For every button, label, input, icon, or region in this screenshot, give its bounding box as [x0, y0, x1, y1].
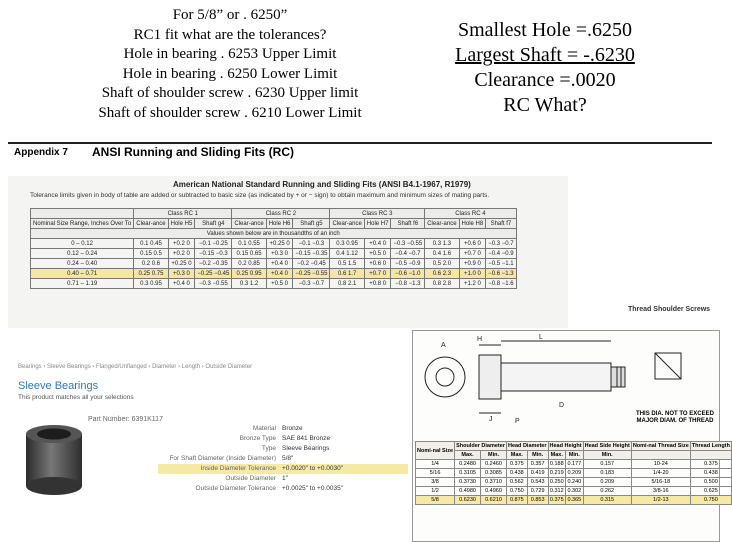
spec-value: +0.0020" to +0.0030" [282, 465, 344, 472]
table-cell: +0.7 0 [459, 249, 486, 259]
table-cell: −0.8 −1.6 [486, 279, 516, 289]
largest-shaft-text: Largest Shaft = -.6230 [455, 44, 635, 66]
question-text-block [60, 6, 400, 123]
table-cell: −0.8 −1.3 [391, 279, 425, 289]
table-cell: −0.1 −0.25 [195, 239, 232, 249]
table-cell: −0.3 −0.55 [391, 239, 425, 249]
table-row [416, 460, 732, 469]
column-header: Max. [506, 451, 527, 460]
question-line: For 5/8” or . 6250” [172, 7, 288, 23]
table-cell: +1.0 0 [459, 269, 486, 279]
table-row [31, 249, 517, 259]
part-number: Part Number: 6391K117 [88, 416, 163, 423]
drawing-note: THIS DIA. NOT TO EXCEED MAJOR DIAM. OF THREAD [636, 411, 714, 424]
listing-title[interactable]: Sleeve Bearings [18, 380, 99, 392]
column-header: Max. [548, 451, 566, 460]
spec-value: 5/8" [282, 455, 294, 462]
table-cell: +0.2 0 [168, 249, 195, 259]
table-cell: +0.4 0 [168, 279, 195, 289]
spec-value: SAE 841 Bronze [282, 435, 331, 442]
table-cell: 10-24 [631, 460, 690, 469]
column-header: Hole H6 [266, 219, 293, 229]
svg-text:D: D [559, 402, 565, 409]
sub-header-row [416, 451, 732, 460]
column-header: Min. [583, 451, 631, 460]
table-cell: −0.25 −0.55 [293, 269, 330, 279]
rc-question-text: RC What? [503, 94, 587, 116]
column-header: Shaft f6 [391, 219, 425, 229]
table-cell: 0.24 – 0.40 [31, 259, 134, 269]
shoulder-screw-datasheet [412, 330, 730, 542]
table-cell: +0.5 0 [266, 279, 293, 289]
table-row [416, 469, 732, 478]
table-cell: 5/16 [416, 469, 455, 478]
table-cell: 0.438 [506, 469, 527, 478]
table-cell: 0.3730 [455, 478, 481, 487]
table-cell: 0.15 0.5 [134, 249, 168, 259]
spec-row [158, 484, 408, 494]
class-header: Class RC 4 [425, 209, 516, 219]
question-line: Shaft of shoulder screw . 6210 Lower Limit [98, 104, 362, 121]
spec-key: Material [252, 425, 276, 432]
table-cell: 0.3105 [455, 469, 481, 478]
table-cell: −0.3 −0.7 [293, 279, 330, 289]
ansi-fits-table-scan [8, 176, 568, 328]
appendix-label: Appendix 7 [14, 147, 68, 158]
column-header: Shaft f7 [486, 219, 516, 229]
table-cell: +0.8 0 [364, 279, 391, 289]
table-cell: 0.71 – 1.19 [31, 279, 134, 289]
column-header: Clear-ance [330, 219, 364, 229]
table-cell: 0.2 0.6 [134, 259, 168, 269]
spec-row [158, 474, 408, 484]
table-cell: 0.40 – 0.71 [31, 269, 134, 279]
table-cell: 0.3085 [481, 469, 507, 478]
column-header: Min. [566, 451, 584, 460]
table-cell: 0.750 [506, 487, 527, 496]
table-cell: 0.3 1.2 [232, 279, 266, 289]
group-header-row [416, 442, 732, 451]
table-cell: 0.2480 [455, 460, 481, 469]
table-cell: 0.375 [549, 497, 564, 503]
question-line: RC1 fit what are the tolerances? [133, 26, 327, 43]
sleeve-bearing-image [14, 414, 94, 498]
group-header: Nomi-nal Size [416, 442, 455, 460]
table-cell: −0.4 −0.7 [391, 249, 425, 259]
table-cell: 0.183 [583, 469, 631, 478]
table-cell: 0.188 [549, 461, 564, 467]
svg-text:A: A [441, 342, 446, 349]
question-line: Hole in bearing . 6250 Lower Limit [122, 65, 338, 82]
table-cell: 0.750 [690, 496, 731, 505]
screw-table-body [416, 460, 732, 505]
table-cell: 0.375 [690, 460, 731, 469]
table-cell: 0.6 1.7 [330, 269, 364, 279]
svg-text:L: L [539, 334, 543, 341]
class-header-row [31, 209, 517, 219]
table-cell: −0.5 −1.1 [486, 259, 516, 269]
spec-row [158, 444, 408, 454]
table-cell: 0.6230 [455, 496, 481, 505]
column-header: Hole H8 [459, 219, 486, 229]
column-header: Min. [527, 451, 548, 460]
table-cell: 0.1 0.55 [232, 239, 266, 249]
table-cell: 0.1 0.45 [134, 239, 168, 249]
ansi-table-body [31, 239, 517, 289]
screw-sheet-title: Thread Shoulder Screws [628, 306, 711, 313]
table-cell: +0.6 0 [364, 259, 391, 269]
spec-key: Inside Diameter Tolerance [200, 465, 276, 472]
units-row [31, 229, 517, 239]
table-row [416, 487, 732, 496]
table-cell: 0.6210 [481, 496, 507, 505]
table-cell: 0.4 1.6 [425, 249, 459, 259]
table-cell: +0.6 0 [459, 239, 486, 249]
group-header: Shoulder Diameter [456, 443, 505, 449]
column-header: Nominal Size Range, Inches Over To [31, 219, 134, 229]
table-row [31, 269, 517, 279]
table-cell: 0.419 [527, 469, 548, 478]
table-cell: +0.3 0 [266, 249, 293, 259]
table-cell: 0.2460 [481, 460, 507, 469]
column-header: Clear-ance [232, 219, 266, 229]
class-header: Class RC 1 [134, 209, 232, 219]
table-cell: +0.9 0 [459, 259, 486, 269]
group-header: Head Height [549, 443, 582, 449]
table-cell: −0.6 −1.3 [486, 269, 516, 279]
column-header [690, 451, 731, 460]
table-cell: 0.625 [690, 487, 731, 496]
table-cell: −0.5 −0.9 [391, 259, 425, 269]
table-cell: 0.315 [583, 496, 631, 505]
spec-row [158, 424, 408, 434]
table-cell: 0.500 [690, 478, 731, 487]
column-header: Hole H5 [168, 219, 195, 229]
blank-header [31, 209, 134, 219]
sleeve-bearing-listing [8, 362, 410, 540]
appendix-title: ANSI Running and Sliding Fits (RC) [92, 145, 294, 159]
table-cell: −0.6 −1.0 [391, 269, 425, 279]
spec-key: For Shaft Diameter (Inside Diameter) [169, 455, 276, 462]
group-header: Nomi-nal Thread Size [632, 443, 689, 449]
table-row [31, 239, 517, 249]
table-cell: −0.25 −0.45 [195, 269, 232, 279]
table-cell: 0.2 0.85 [232, 259, 266, 269]
table-cell: +1.2 0 [459, 279, 486, 289]
table-row [416, 478, 732, 487]
svg-text:H: H [477, 336, 483, 343]
table-cell: −0.15 −0.3 [195, 249, 232, 259]
table-note: Tolerance limits given in body of table are added or subtracted to basic size (as indicated by + or − sign) to obtain maximum and minimum sizes of mating parts. [30, 192, 490, 199]
units-note: Values shown below are in thousandths of an inch [31, 229, 517, 239]
table-cell: −0.3 −0.55 [195, 279, 232, 289]
table-cell: −0.1 −0.3 [293, 239, 330, 249]
table-cell: +0.4 0 [266, 259, 293, 269]
column-header [631, 451, 690, 460]
table-cell: −0.15 −0.35 [293, 249, 330, 259]
spec-value: Bronze [282, 425, 303, 432]
table-cell: 0.4 1.12 [330, 249, 364, 259]
table-cell: +0.5 0 [364, 249, 391, 259]
question-line: Hole in bearing . 6253 Upper Limit [123, 46, 337, 62]
ansi-fits-table [30, 208, 517, 289]
table-cell: −0.2 −0.45 [293, 259, 330, 269]
table-caption: American National Standard Running and Sliding Fits (ANSI B4.1-1967, R1979) [173, 180, 471, 189]
table-cell: 5/16-18 [631, 478, 690, 487]
spec-list [158, 424, 408, 494]
spec-row [158, 464, 408, 474]
shoulder-screw-table [415, 441, 732, 505]
class-header: Class RC 3 [330, 209, 425, 219]
table-cell: 0.4980 [455, 487, 481, 496]
table-cell: 0.438 [690, 469, 731, 478]
table-cell: 0.312 [549, 488, 564, 494]
table-cell: 0.3 0.95 [134, 279, 168, 289]
smallest-hole-text: Smallest Hole =.6250 [457, 19, 633, 41]
column-header: Hole H7 [364, 219, 391, 229]
table-cell: 0.8 2.8 [425, 279, 459, 289]
group-header: Head Side Height [584, 443, 630, 449]
table-cell: +0.25 0 [168, 259, 195, 269]
answer-text-block [420, 18, 670, 118]
table-cell: +0.2 0 [168, 239, 195, 249]
spec-value: 1" [282, 475, 288, 482]
table-cell: 3/8-16 [631, 487, 690, 496]
table-cell: 0.375 [506, 460, 527, 469]
table-cell: 0.25 0.75 [134, 269, 168, 279]
table-cell: 0.302 [567, 488, 582, 494]
spec-key: Outside Diameter Tolerance [195, 485, 276, 492]
table-cell: 0.729 [527, 487, 548, 496]
group-header: Thread Length [691, 443, 730, 449]
table-cell: 0.209 [583, 478, 631, 487]
table-cell: 3/8 [416, 478, 455, 487]
table-cell: 0.365 [567, 497, 582, 503]
table-cell: 0.262 [583, 487, 631, 496]
clearance-text: Clearance =.0020 [474, 69, 616, 91]
table-cell: 1/4-20 [631, 469, 690, 478]
table-cell: −0.3 −0.7 [486, 239, 516, 249]
table-cell: 0.15 0.65 [232, 249, 266, 259]
appendix-rule [8, 142, 712, 144]
column-header: Shaft g5 [293, 219, 330, 229]
question-line: Shaft of shoulder screw . 6230 Upper limit [101, 85, 359, 101]
table-cell: 0.177 [567, 461, 582, 467]
table-cell: +0.4 0 [266, 269, 293, 279]
table-cell: +0.7 0 [364, 269, 391, 279]
table-cell: +0.3 0 [168, 269, 195, 279]
table-cell: 0.3 0.95 [330, 239, 364, 249]
table-cell: 0.5 1.5 [330, 259, 364, 269]
column-header: Clear-ance [134, 219, 168, 229]
spec-key: Bronze Type [239, 435, 276, 442]
spec-row [158, 434, 408, 444]
table-cell: 0.562 [506, 478, 527, 487]
table-cell: 0.250 [549, 479, 564, 485]
table-cell: +0.4 0 [364, 239, 391, 249]
table-cell: −0.2 −0.35 [195, 259, 232, 269]
spec-value: +0.0025" to +0.0035" [282, 485, 344, 492]
table-cell: 0.4960 [481, 487, 507, 496]
column-header: Clear-ance [425, 219, 459, 229]
sub-header-row [31, 219, 517, 229]
table-cell: 0.543 [527, 478, 548, 487]
spec-row [158, 454, 408, 464]
spec-key: Type [261, 445, 276, 452]
group-header: Head Diameter [507, 443, 547, 449]
table-cell: 0.25 0.95 [232, 269, 266, 279]
table-cell: 5/8 [416, 496, 455, 505]
table-row [31, 259, 517, 269]
column-header: Min. [481, 451, 507, 460]
table-cell: 0.853 [527, 496, 548, 505]
svg-text:P: P [515, 418, 520, 425]
appendix-header [0, 140, 720, 166]
table-cell: 0.3 1.3 [425, 239, 459, 249]
spec-value: Sleeve Bearings [282, 445, 330, 452]
table-cell: 0.8 2.1 [330, 279, 364, 289]
table-cell: 0.357 [527, 460, 548, 469]
table-row [416, 496, 732, 505]
table-cell: 0.12 – 0.24 [31, 249, 134, 259]
breadcrumb[interactable]: Bearings › Sleeve Bearings › Flanged/Unflanged › Diameter › Length › Outside Diameter [18, 364, 253, 370]
column-header: Max. [455, 451, 481, 460]
table-row [31, 279, 517, 289]
table-cell: 1/4 [416, 460, 455, 469]
listing-subtitle: This product matches all your selections [18, 394, 134, 401]
table-cell: 0.5 2.0 [425, 259, 459, 269]
table-cell: 0.209 [567, 470, 582, 476]
table-cell: 0.157 [583, 460, 631, 469]
table-cell: 0.240 [567, 479, 582, 485]
table-cell: 1/2-13 [631, 496, 690, 505]
table-cell: +0.25 0 [266, 239, 293, 249]
table-cell: 0.6 2.3 [425, 269, 459, 279]
table-cell: 0 – 0.12 [31, 239, 134, 249]
class-header: Class RC 2 [232, 209, 330, 219]
svg-text:J: J [489, 416, 493, 423]
table-cell: 0.3710 [481, 478, 507, 487]
table-cell: 0.219 [549, 470, 564, 476]
spec-key: Outside Diameter [225, 475, 276, 482]
table-cell: −0.4 −0.9 [486, 249, 516, 259]
column-header: Shaft g4 [195, 219, 232, 229]
table-cell: 0.875 [506, 496, 527, 505]
table-cell: 1/2 [416, 487, 455, 496]
